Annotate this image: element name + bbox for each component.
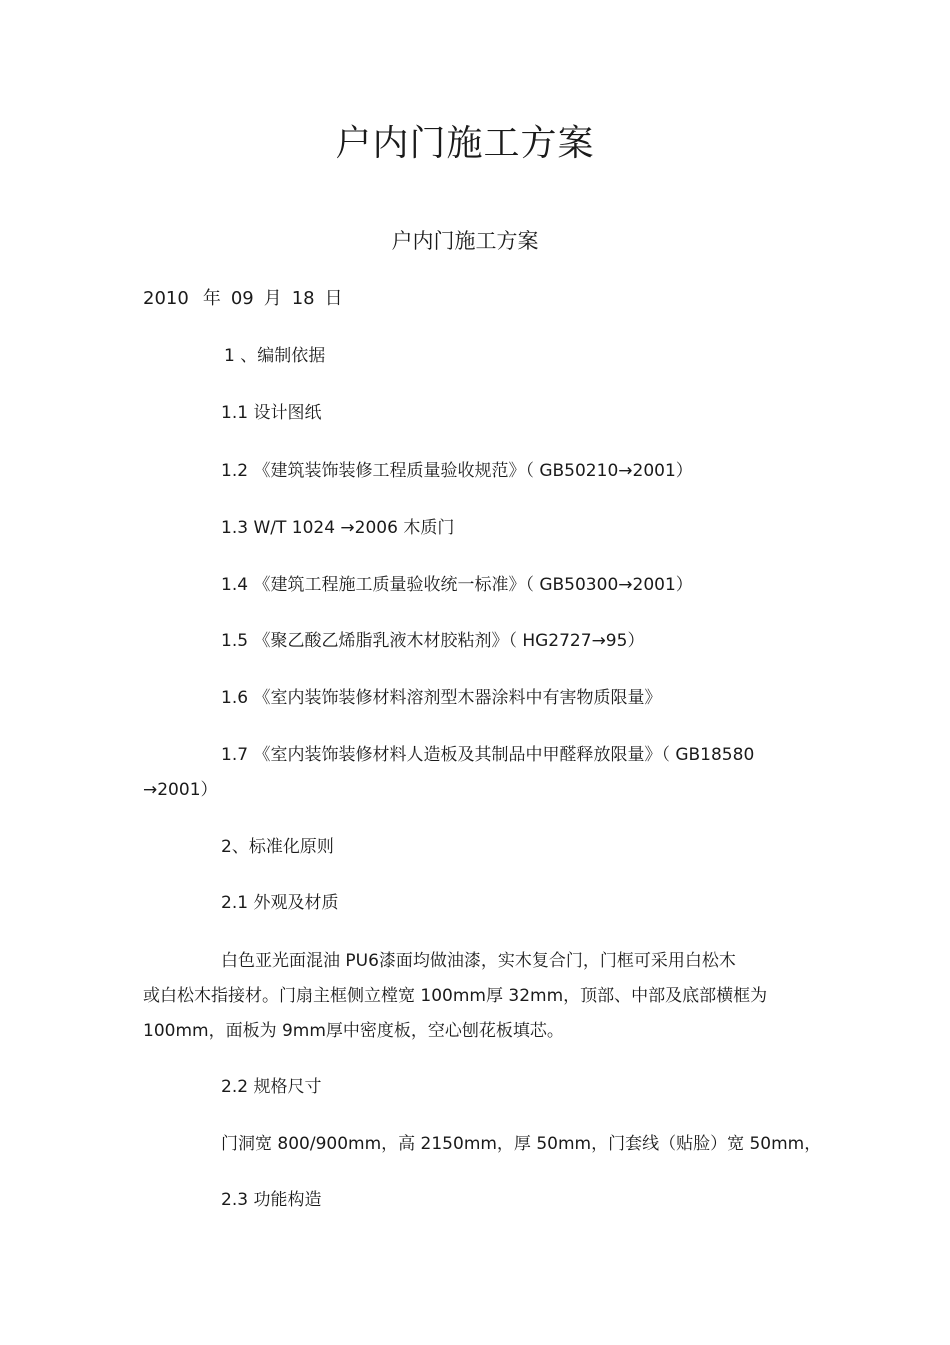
section-heading-principles: 2、标准化原则 <box>221 837 334 857</box>
subsection-heading: 2.3 功能构造 <box>221 1190 322 1210</box>
date-month-unit: 月 <box>263 288 282 309</box>
list-item: 1.2 《建筑装饰装修工程质量验收规范》（ GB50210→2001） <box>221 461 693 481</box>
paragraph-line: 100mm，面板为 9mm厚中密度板，空心刨花板填芯。 <box>143 1021 564 1041</box>
paragraph-line: 白色亚光面混油 PU6漆面均做油漆，实木复合门，门框可采用白松木 <box>221 951 736 971</box>
date-day-unit: 日 <box>324 288 343 309</box>
date-year: 2010 <box>143 288 189 309</box>
list-item: 1.3 W/T 1024 →2006 木质门 <box>221 518 455 538</box>
paragraph-line: 门洞宽 800/900mm，高 2150mm，厚 50mm，门套线（贴脸）宽 50mm， <box>221 1134 822 1154</box>
date-day: 18 <box>291 288 315 309</box>
subsection-heading: 2.2 规格尺寸 <box>221 1077 322 1097</box>
section-heading-basis: 1 、编制依据 <box>224 346 326 366</box>
date-year-unit: 年 <box>202 288 221 309</box>
list-item-continuation: →2001） <box>143 780 218 800</box>
document-date <box>143 288 343 310</box>
document-subtitle: 户内门施工方案 <box>391 229 539 253</box>
list-item: 1.7 《室内装饰装修材料人造板及其制品中甲醛释放限量》（ GB18580 <box>221 745 755 765</box>
date-month: 09 <box>230 288 254 309</box>
document-title: 户内门施工方案 <box>335 123 595 164</box>
list-item: 1.5 《聚乙酸乙烯脂乳液木材胶粘剂》（ HG2727→95） <box>221 631 645 651</box>
list-item: 1.4 《建筑工程施工质量验收统一标准》（ GB50300→2001） <box>221 575 693 595</box>
paragraph-line: 或白松木指接材。门扇主框侧立樘宽 100mm厚 32mm，顶部、中部及底部横框为 <box>143 986 768 1006</box>
subsection-heading: 2.1 外观及材质 <box>221 893 339 913</box>
list-item: 1.1 设计图纸 <box>221 403 322 423</box>
list-item: 1.6 《室内装饰装修材料溶剂型木器涂料中有害物质限量》 <box>221 688 662 708</box>
